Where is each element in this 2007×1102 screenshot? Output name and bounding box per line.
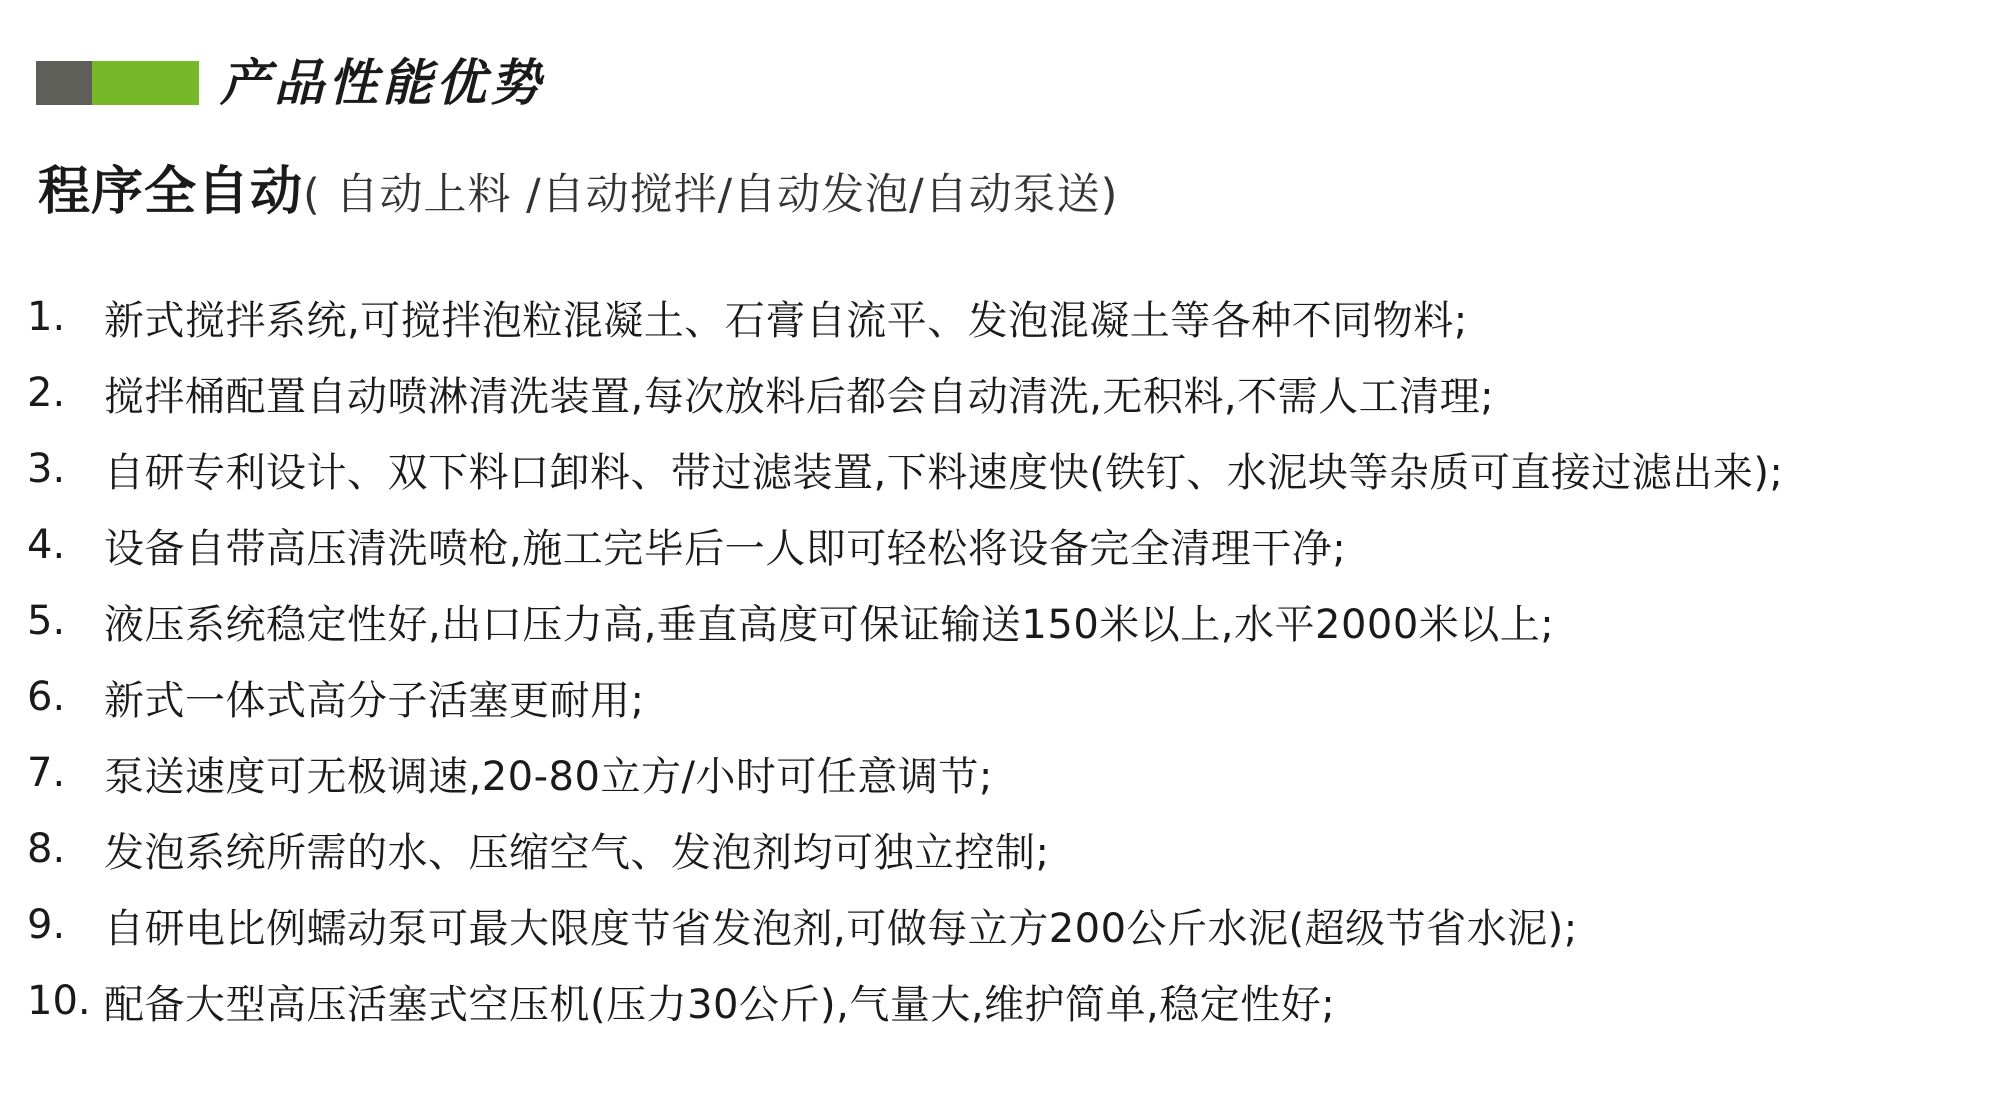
list-item-text: 新式搅拌系统,可搅拌泡粒混凝土、石膏自流平、发泡混凝土等各种不同物料; (104, 297, 1468, 344)
list-item-text: 泵送速度可无极调速,20-80立方/小时可任意调节; (104, 753, 993, 800)
list-item-text: 搅拌桶配置自动喷淋清洗装置,每次放料后都会自动清洗,无积料,不需人工清理; (104, 373, 1495, 420)
list-item (27, 659, 1783, 735)
list-item-number: 2. (27, 370, 66, 416)
list-item-number: 9. (27, 902, 66, 948)
list-item-text: 设备自带高压清洗喷枪,施工完毕后一人即可轻松将设备完全清理干净; (104, 525, 1347, 572)
list-item (27, 279, 1783, 355)
list-item (27, 431, 1783, 507)
list-item (27, 583, 1783, 659)
section-header-bar (36, 61, 199, 105)
list-item-text: 液压系统稳定性好,出口压力高,垂直高度可保证输送150米以上,水平2000米以上; (104, 601, 1555, 648)
header-bar-gray-block (36, 61, 92, 105)
list-item (27, 811, 1783, 887)
list-item (27, 735, 1783, 811)
list-item-text: 发泡系统所需的水、压缩空气、发泡剂均可独立控制; (104, 829, 1050, 876)
list-item-text: 自研电比例蠕动泵可最大限度节省发泡剂,可做每立方200公斤水泥(超级节省水泥); (104, 905, 1578, 952)
list-item-number: 10. (27, 978, 91, 1024)
header-bar-green-block (92, 61, 199, 105)
list-item-number: 8. (27, 826, 66, 872)
list-item (27, 963, 1783, 1039)
feature-heading (38, 157, 1118, 239)
feature-subtitle: ( 自动上料 /自动搅拌/自动发泡/自动泵送) (303, 170, 1119, 220)
list-item (27, 887, 1783, 963)
feature-title: 程序全自动 (38, 162, 304, 222)
list-item-text: 配备大型高压活塞式空压机(压力30公斤),气量大,维护简单,稳定性好; (104, 981, 1336, 1028)
list-item-number: 7. (27, 750, 66, 796)
list-item-number: 4. (27, 522, 66, 568)
list-item-number: 5. (27, 598, 66, 644)
list-item (27, 507, 1783, 583)
list-item-text: 自研专利设计、双下料口卸料、带过滤装置,下料速度快(铁钉、水泥块等杂质可直接过滤出来); (104, 449, 1784, 496)
list-item-number: 6. (27, 674, 66, 720)
list-item-number: 3. (27, 446, 66, 492)
list-item-number: 1. (27, 294, 66, 340)
section-title: 产品性能优势 (220, 54, 544, 112)
feature-list (27, 279, 1783, 1039)
list-item (27, 355, 1783, 431)
list-item-text: 新式一体式高分子活塞更耐用; (104, 677, 645, 724)
